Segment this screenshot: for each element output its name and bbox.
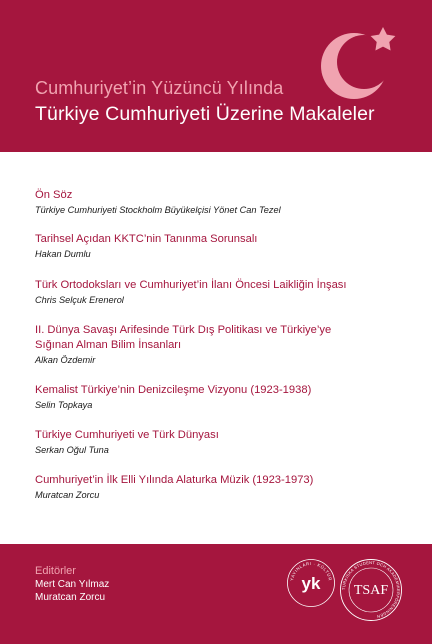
- toc-entry-title: Türkiye Cumhuriyeti ve Türk Dünyası: [35, 429, 219, 441]
- toc-entry: [35, 383, 415, 412]
- toc-entry-title-cont: Sığınan Alman Bilim İnsanları: [35, 339, 182, 351]
- toc-entry-title: Cumhuriyet’in İlk Elli Yılında Alaturka Müzik (1923-1973): [35, 474, 314, 486]
- toc-entry-title: Kemalist Türkiye’nin Denizcileşme Vizyonu (1923-1938): [35, 384, 312, 396]
- tsaf-logo-text: TSAF: [353, 583, 389, 598]
- toc-entry: [35, 428, 415, 457]
- toc-entry-author: Hakan Dumlu: [35, 249, 91, 259]
- cover-footer: [0, 544, 432, 644]
- editor-name: Muratcan Zorcu: [35, 592, 106, 603]
- toc-entry: [35, 473, 415, 502]
- toc-entry-author: Muratcan Zorcu: [35, 490, 100, 500]
- table-of-contents: [35, 188, 415, 502]
- tsaf-logo: [339, 558, 403, 622]
- toc-entry-title: Ön Söz: [35, 189, 73, 201]
- cover-header: [0, 0, 432, 152]
- crescent-star-icon: [0, 0, 432, 152]
- toc-entry-title: Tarihsel Açıdan KKTC’nin Tanınma Sorunsalı: [35, 233, 258, 245]
- toc-entry: [35, 278, 415, 307]
- yk-ring-text: YAYINLARI · KÜLTÜR: [289, 560, 333, 582]
- toc-entry-author: Serkan Oğul Tuna: [35, 445, 109, 455]
- toc-entry-author: Alkan Özdemir: [35, 355, 96, 365]
- editors-label: Editörler: [35, 565, 76, 577]
- toc-entry-author: Selin Topkaya: [35, 400, 93, 410]
- toc-entry-title: Türk Ortodoksları ve Cumhuriyet’in İlanı Öncesi Laikliğin İnşası: [35, 279, 347, 291]
- toc-entry-author: Türkiye Cumhuriyeti Stockholm Büyükelçisi Yönet Can Tezel: [35, 205, 281, 215]
- cover-title-line2: Türkiye Cumhuriyeti Üzerine Makaleler: [35, 103, 375, 125]
- toc-entry: [35, 232, 415, 261]
- yk-logo-text: yk: [301, 574, 321, 593]
- cover-title-line1: Cumhuriyet’in Yüzüncü Yılında: [35, 78, 284, 98]
- tsaf-ring-text: TURKISKA STUDENT OCH AKADEMIKERFÖRENINGEN: [340, 559, 402, 620]
- toc-entry: [35, 323, 415, 367]
- toc-entry-author: Chris Selçuk Erenerol: [35, 295, 124, 305]
- yk-publisher-logo: [286, 558, 336, 608]
- editor-name: Mert Can Yılmaz: [35, 579, 110, 590]
- toc-entry-title: II. Dünya Savaşı Arifesinde Türk Dış Politikası ve Türkiye’ye: [35, 324, 332, 336]
- toc-entry: [35, 188, 415, 217]
